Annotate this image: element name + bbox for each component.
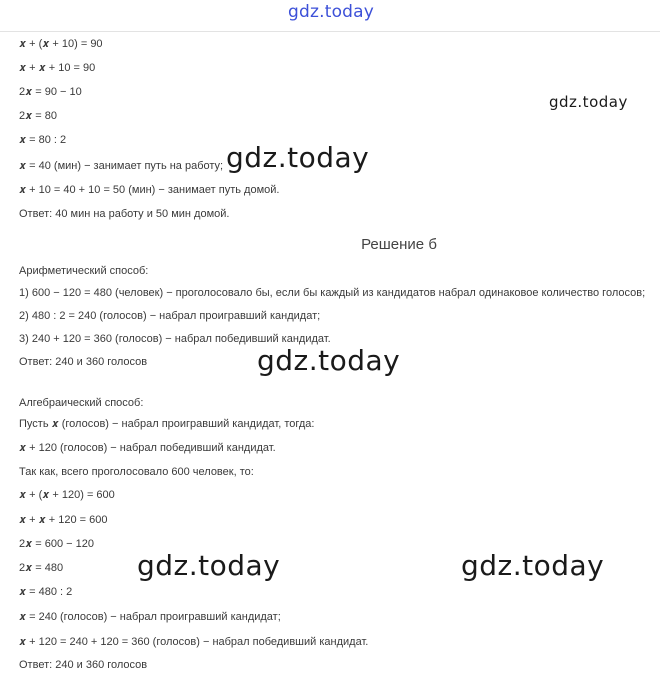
solution-step: 𝒙 + 120 (голосов) − набрал победивший кандидат. [19, 442, 276, 454]
solution-step: Пусть 𝒙 (голосов) − набрал проигравший кандидат, тогда: [19, 418, 315, 430]
watermark: gdz.today [257, 344, 401, 377]
equation-line: 𝒙 + (𝒙 + 10) = 90 [19, 38, 103, 50]
solution-heading: Решение б [361, 236, 437, 253]
answer-line: Ответ: 40 мин на работу и 50 мин домой. [19, 208, 230, 220]
equation-line: 𝒙 + 𝒙 + 120 = 600 [19, 514, 108, 526]
equation-line: 𝒙 + (𝒙 + 120) = 600 [19, 489, 115, 501]
watermark: gdz.today [137, 549, 281, 582]
method-title: Арифметический способ: [19, 265, 149, 277]
equation-line: 𝒙 = 480 : 2 [19, 586, 73, 598]
equation-line: 2𝒙 = 80 [19, 110, 57, 122]
site-logo[interactable]: gdz.today [288, 2, 375, 22]
answer-line: Ответ: 240 и 360 голосов [19, 356, 148, 368]
equation-line: 2𝒙 = 480 [19, 562, 64, 574]
watermark: gdz.today [461, 549, 605, 582]
site-header [0, 0, 660, 32]
watermark: gdz.today [226, 141, 370, 174]
answer-line: Ответ: 240 и 360 голосов [19, 659, 148, 671]
equation-line: 2𝒙 = 600 − 120 [19, 538, 94, 550]
solution-step: 3) 240 + 120 = 360 (голосов) − набрал победивший кандидат. [19, 333, 331, 345]
solution-step: 2) 480 : 2 = 240 (голосов) − набрал проигравший кандидат; [19, 310, 321, 322]
equation-line: 2𝒙 = 90 − 10 [19, 86, 82, 98]
equation-line: 𝒙 = 40 (мин) − занимает путь на работу; [19, 160, 224, 172]
watermark: gdz.today [549, 93, 628, 111]
equation-line: 𝒙 = 240 (голосов) − набрал проигравший кандидат; [19, 611, 281, 623]
equation-line: 𝒙 + 10 = 40 + 10 = 50 (мин) − занимает путь домой. [19, 184, 280, 196]
solution-step: Так как, всего проголосовало 600 человек, то: [19, 466, 254, 478]
equation-line: 𝒙 = 80 : 2 [19, 134, 67, 146]
equation-line: 𝒙 + 𝒙 + 10 = 90 [19, 62, 96, 74]
equation-line: 𝒙 + 120 = 240 + 120 = 360 (голосов) − набрал победивший кандидат. [19, 636, 369, 648]
method-title: Алгебраический способ: [19, 397, 144, 409]
solution-step: 1) 600 − 120 = 480 (человек) − проголосовало бы, если бы каждый из кандидатов набрал одинаковое количество голосов; [19, 287, 646, 299]
